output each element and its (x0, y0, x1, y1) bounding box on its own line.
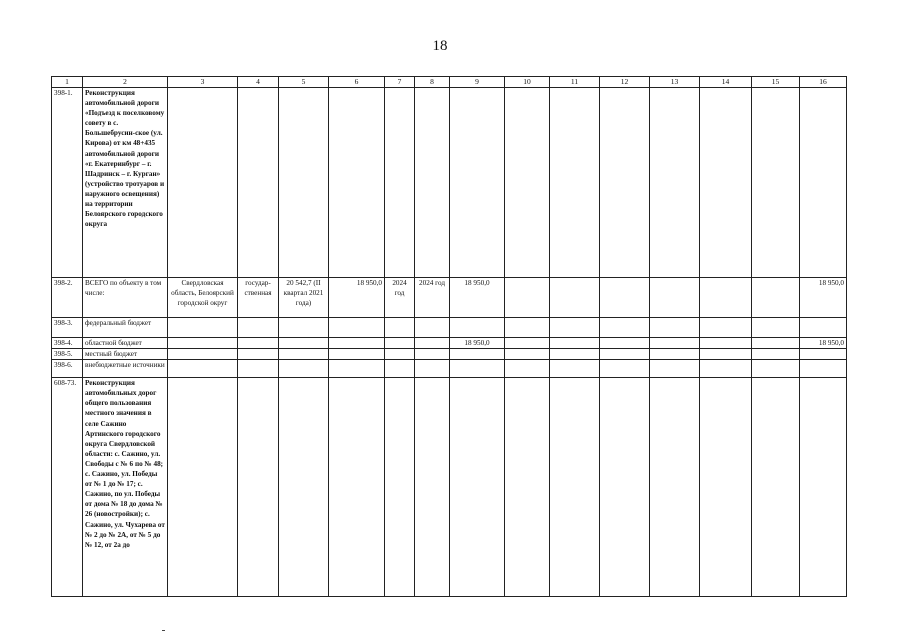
table-cell (600, 338, 650, 349)
table-cell (168, 88, 238, 278)
table-cell (168, 349, 238, 360)
table-cell (700, 378, 752, 597)
table-cell: 18 950,0 (800, 338, 847, 349)
table-cell: государ-ственная (238, 278, 279, 318)
column-number: 13 (650, 77, 700, 88)
table-cell (505, 88, 550, 278)
table-cell: 18 950,0 (450, 338, 505, 349)
row-number: 398-4. (52, 338, 83, 349)
table-cell (700, 360, 752, 378)
table-cell: 20 542,7 (II квартал 2021 года) (279, 278, 329, 318)
table-cell (550, 278, 600, 318)
object-name: внебюджетные источники (83, 360, 168, 378)
column-number: 15 (752, 77, 800, 88)
table-cell (450, 378, 505, 597)
table-cell (752, 349, 800, 360)
column-number: 3 (168, 77, 238, 88)
row-number: 608-73. (52, 378, 83, 597)
table-cell (752, 338, 800, 349)
table-cell (600, 88, 650, 278)
table-cell (700, 338, 752, 349)
table-cell (415, 88, 450, 278)
table-row (52, 349, 847, 360)
table-cell (700, 278, 752, 318)
table-cell (415, 338, 450, 349)
table-cell (505, 338, 550, 349)
table-cell (450, 318, 505, 338)
table-cell (238, 349, 279, 360)
table-cell (385, 338, 415, 349)
table-cell (168, 360, 238, 378)
row-number: 398-5. (52, 349, 83, 360)
table-cell (650, 88, 700, 278)
object-name: Реконструкция автомобильной дороги «Подъезд к поселковому совету в с. Большебрусин-ское (ул. Кирова) от км 48+435 автомобильной дороги «г. Екатеринбург – г. Шадринск – г. Курган» (устройство тротуаров и наружного освещения) на территории Белоярского городского округа (83, 88, 168, 278)
table-cell (550, 360, 600, 378)
table-cell (450, 360, 505, 378)
table-cell (752, 360, 800, 378)
table-row (52, 278, 847, 318)
table-cell (800, 88, 847, 278)
table-cell (238, 338, 279, 349)
table-cell (415, 360, 450, 378)
column-number: 2 (83, 77, 168, 88)
column-number: 6 (329, 77, 385, 88)
table-cell (650, 318, 700, 338)
investment-table (51, 76, 847, 597)
table-cell (329, 88, 385, 278)
table-cell (600, 318, 650, 338)
table-cell (600, 349, 650, 360)
table-cell (752, 378, 800, 597)
table-row (52, 338, 847, 349)
column-number: 1 (52, 77, 83, 88)
table-cell (505, 349, 550, 360)
column-number: 5 (279, 77, 329, 88)
table-cell (800, 360, 847, 378)
table-cell (700, 318, 752, 338)
table-row (52, 360, 847, 378)
table-cell: 18 950,0 (329, 278, 385, 318)
table-cell (700, 88, 752, 278)
table-cell (600, 278, 650, 318)
table-cell (505, 318, 550, 338)
table-cell (800, 349, 847, 360)
table-cell (550, 318, 600, 338)
row-number: 398-2. (52, 278, 83, 318)
scan-speck (162, 630, 165, 631)
table-cell (385, 318, 415, 338)
object-name: Реконструкция автомобильных дорог общего пользования местного значения в селе Сажино Артинского городского округа Свердловской области: с. Сажино, ул. Свободы с № 6 по № 48; с. Сажино, ул. Победы от № 1 до № 17; с. Сажино, по ул. Победы от дома № 18 до дома № 26 (новостройки); с. Сажино, ул. Чухарева от № 2 до № 2А, от № 5 до № 12, от 2а до (83, 378, 168, 597)
table-cell (505, 278, 550, 318)
table-cell (550, 349, 600, 360)
table-cell (385, 349, 415, 360)
table-cell (238, 360, 279, 378)
table-cell (168, 378, 238, 597)
table-cell (550, 338, 600, 349)
object-name: ВСЕГО по объекту в том числе: (83, 278, 168, 318)
table-cell (752, 88, 800, 278)
table-cell (550, 88, 600, 278)
table-cell (238, 378, 279, 597)
table-cell (752, 278, 800, 318)
table-cell (238, 88, 279, 278)
table-cell (329, 360, 385, 378)
table-cell (279, 349, 329, 360)
table-cell (415, 318, 450, 338)
table-cell (450, 88, 505, 278)
row-number: 398-1. (52, 88, 83, 278)
table-cell: Свердловская область, Белоярский городской округ (168, 278, 238, 318)
table-cell (650, 338, 700, 349)
column-number: 9 (450, 77, 505, 88)
table-cell (650, 278, 700, 318)
table-cell (800, 378, 847, 597)
table-cell (415, 349, 450, 360)
table-body (52, 77, 847, 597)
row-number: 398-3. (52, 318, 83, 338)
table-cell (329, 378, 385, 597)
table-cell (385, 88, 415, 278)
object-name: областной бюджет (83, 338, 168, 349)
table-row (52, 318, 847, 338)
table-cell (415, 378, 450, 597)
table-cell (600, 360, 650, 378)
column-number: 8 (415, 77, 450, 88)
column-number: 11 (550, 77, 600, 88)
table-cell (329, 318, 385, 338)
table-cell (800, 318, 847, 338)
table-cell (650, 378, 700, 597)
table-cell (168, 318, 238, 338)
table-cell (385, 360, 415, 378)
table-cell (385, 378, 415, 597)
table-cell (700, 349, 752, 360)
table-cell (505, 360, 550, 378)
column-number: 4 (238, 77, 279, 88)
table-cell (550, 378, 600, 597)
column-number: 14 (700, 77, 752, 88)
table-cell (450, 349, 505, 360)
table-cell (600, 378, 650, 597)
table-cell (238, 318, 279, 338)
column-number: 7 (385, 77, 415, 88)
table-cell (650, 360, 700, 378)
table-cell (279, 318, 329, 338)
object-name: местный бюджет (83, 349, 168, 360)
table-cell (279, 88, 329, 278)
object-name: федеральный бюджет (83, 318, 168, 338)
table-cell (279, 338, 329, 349)
table-cell (168, 338, 238, 349)
table-cell: 2024 год (385, 278, 415, 318)
table-cell (279, 378, 329, 597)
table-cell: 18 950,0 (450, 278, 505, 318)
table-cell: 2024 год (415, 278, 450, 318)
page-number: 18 (432, 38, 448, 54)
table-cell (505, 378, 550, 597)
table-cell (279, 360, 329, 378)
table-row (52, 88, 847, 278)
column-number: 16 (800, 77, 847, 88)
column-number: 12 (600, 77, 650, 88)
table-cell (329, 349, 385, 360)
row-number: 398-6. (52, 360, 83, 378)
column-number-row (52, 77, 847, 88)
column-number: 10 (505, 77, 550, 88)
table-cell (752, 318, 800, 338)
table-cell (329, 338, 385, 349)
table-row (52, 378, 847, 597)
table-cell: 18 950,0 (800, 278, 847, 318)
table-cell (650, 349, 700, 360)
